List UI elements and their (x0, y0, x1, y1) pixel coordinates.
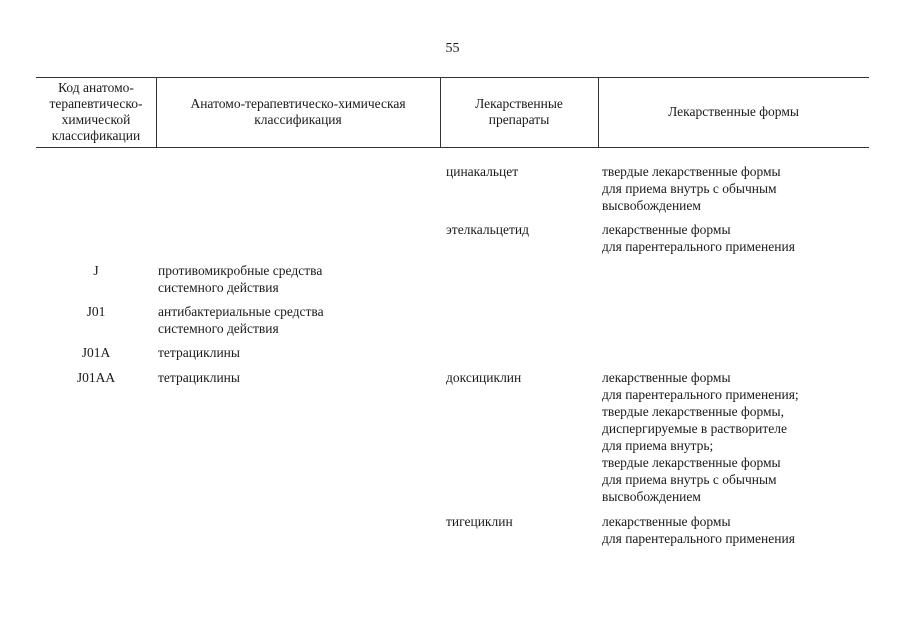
row-classification: тетрациклины (158, 345, 240, 360)
row-code: J01AA (76, 370, 116, 385)
page-number: 55 (445, 41, 460, 56)
row-drug: доксициклин (446, 370, 522, 385)
row-forms: лекарственные формы для парентерального применения (602, 514, 795, 546)
row-drug: этелкальцетид (446, 222, 529, 237)
header-drugs: Лекарственные препараты (475, 96, 563, 127)
row-classification: противомикробные средства системного действия (158, 263, 323, 295)
row-forms: лекарственные формы для парентерального применения; твердые лекарственные формы, диспергируемые в растворителе для приема внутрь; твердые лекарственные формы для приема внутрь с обычным высвобождением (602, 370, 799, 504)
row-forms: лекарственные формы для парентерального применения (602, 222, 795, 254)
header-classification: Анатомо-терапевтическо-химическая классификация (190, 96, 406, 127)
row-code: J01 (86, 304, 106, 319)
table-header-bottom-rule (36, 147, 869, 148)
row-classification: антибактериальные средства системного действия (158, 304, 324, 336)
row-classification: тетрациклины (158, 370, 240, 385)
row-forms: твердые лекарственные формы для приема внутрь с обычным высвобождением (602, 164, 781, 213)
row-drug: тигециклин (446, 514, 513, 529)
row-drug: цинакальцет (446, 164, 519, 179)
header-code: Код анатомо- терапевтическо- химической классификации (49, 80, 143, 143)
row-code: J01A (81, 345, 111, 360)
header-forms: Лекарственные формы (668, 104, 799, 119)
row-code: J (93, 263, 99, 278)
